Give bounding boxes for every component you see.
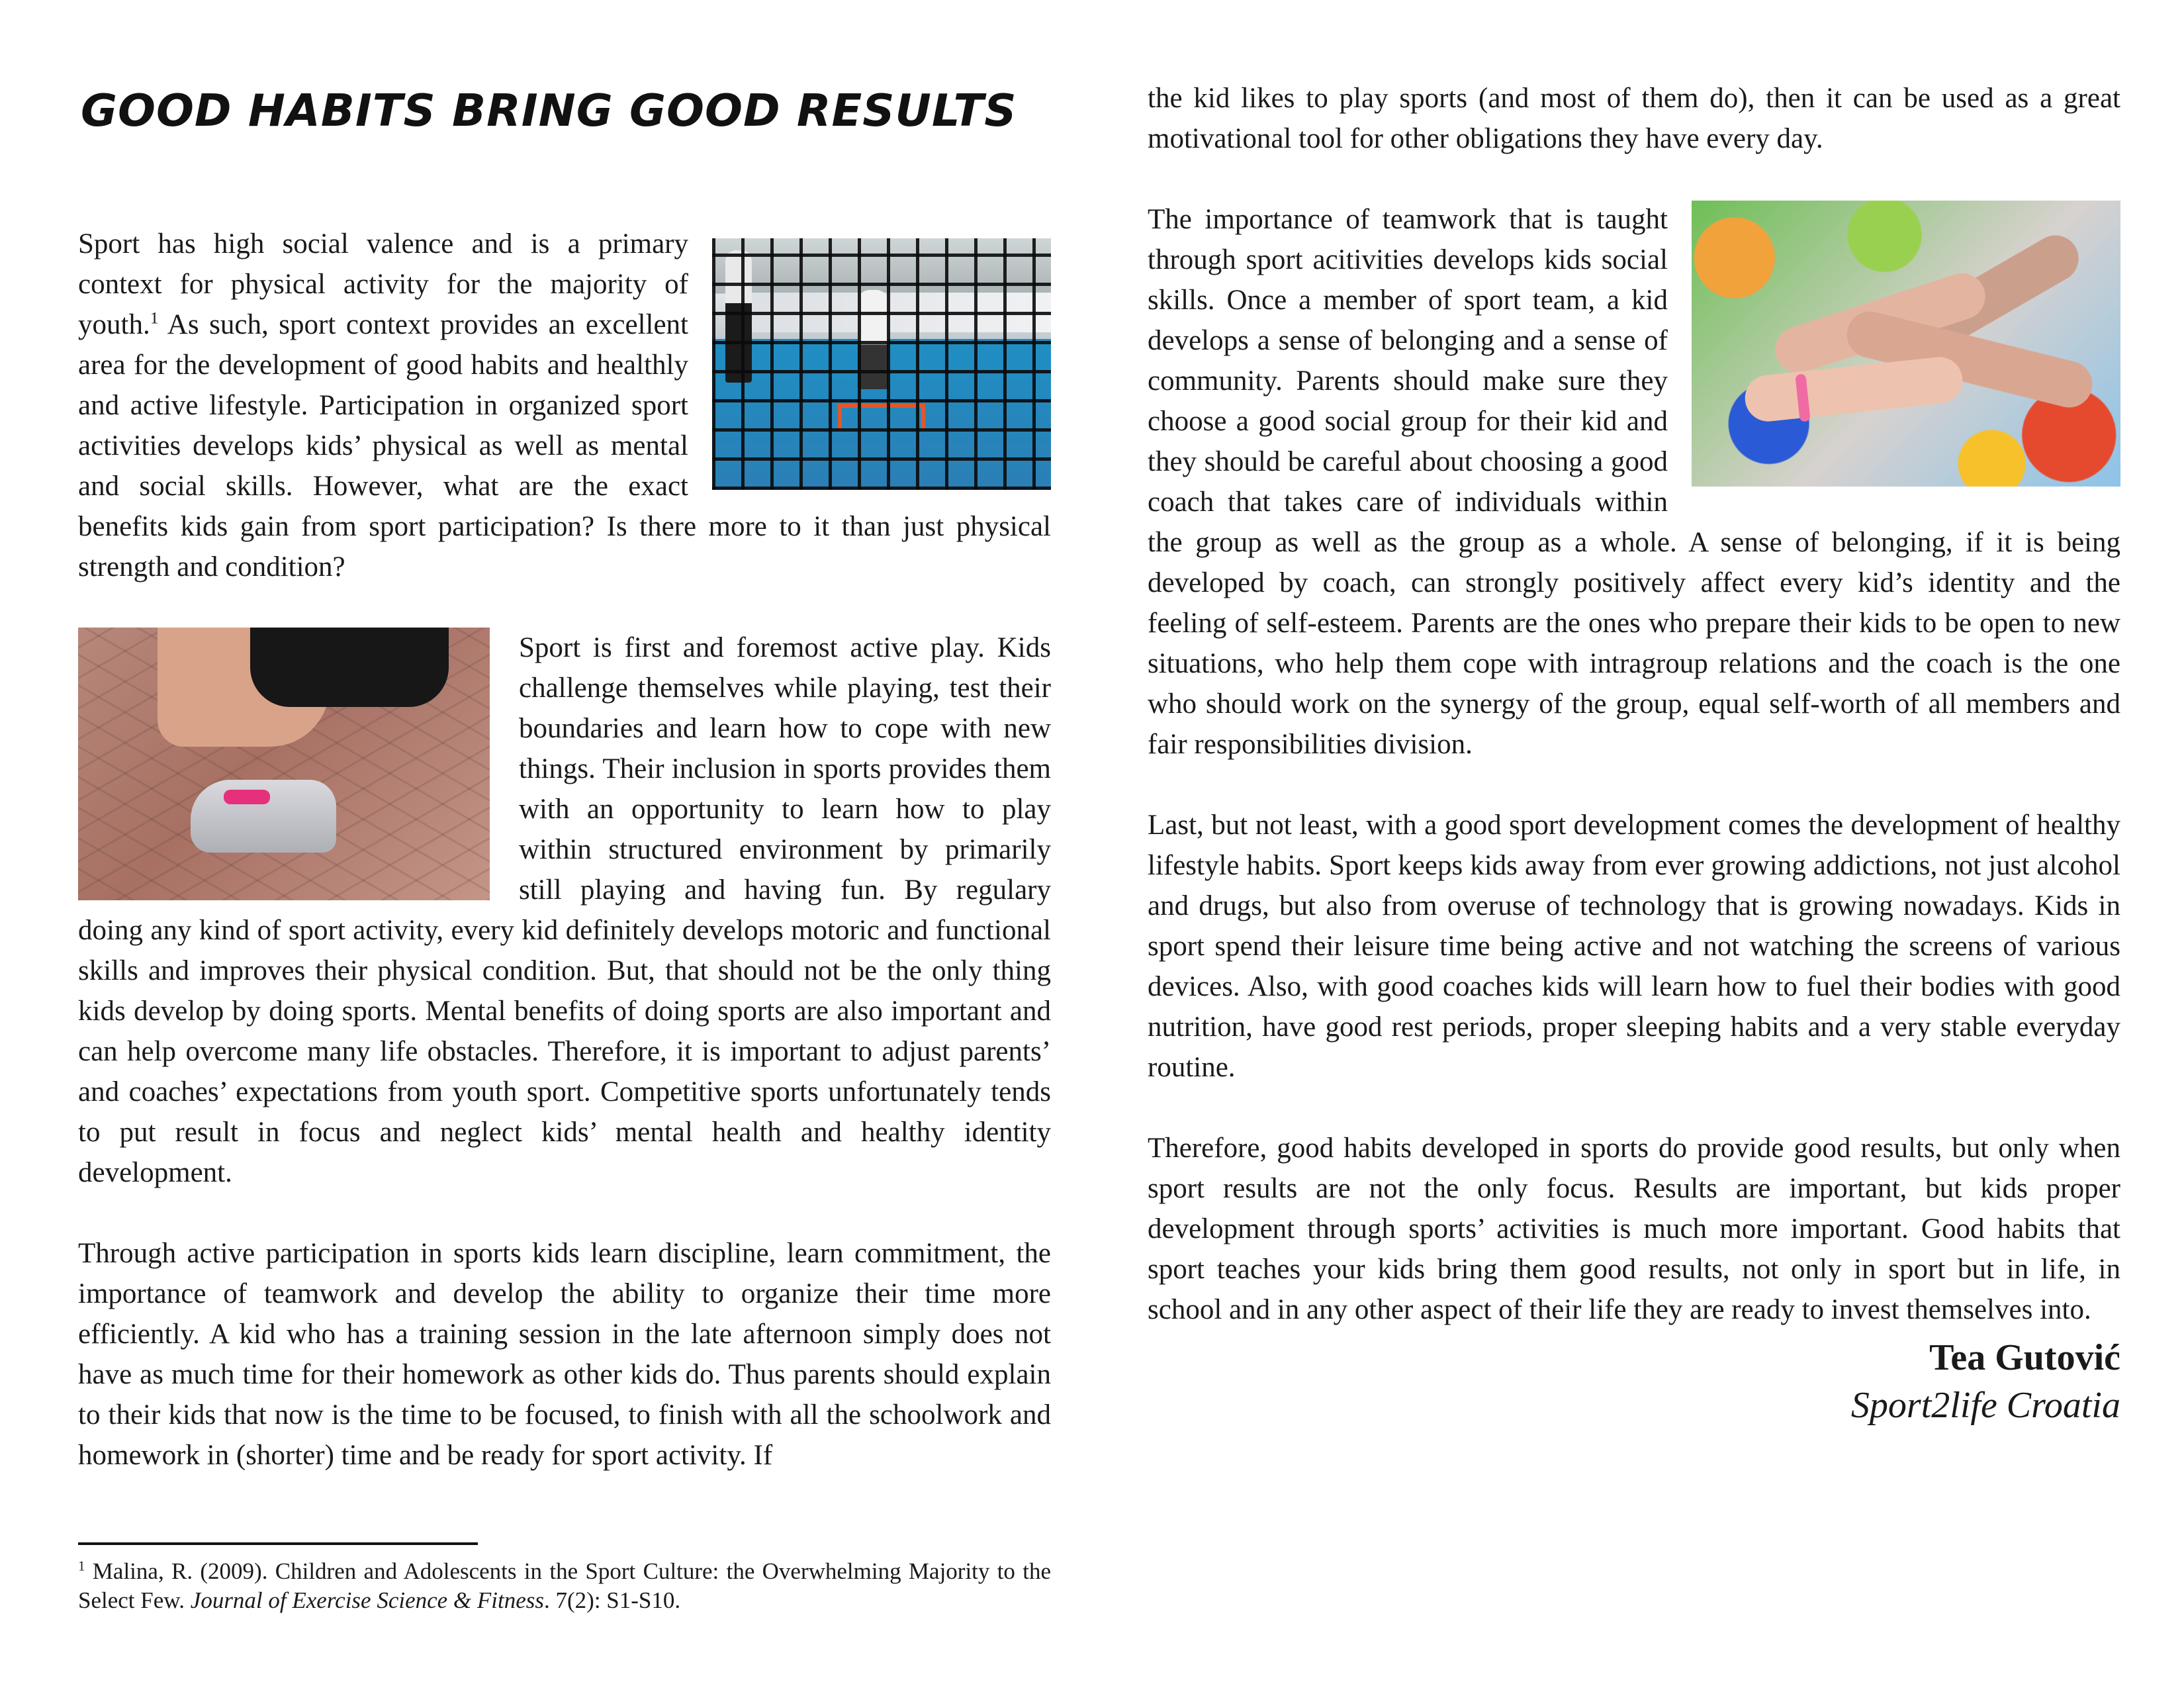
right-column	[1148, 78, 2120, 1429]
paragraph-active-play: Sport is first and foremost active play. Kids challenge themselves while playing, test their boundaries and learn how to cope with new things. Their inclusion in sports provides them with an opportunity to learn how to play within structured environment by primarily still playing and having fun. By regulary doing any kind of sport activity, every kid definitely develops motoric and functional skills and improves their physical condition. But, that should not be the only thing kids develop by doing sports. Mental benefits of doing sports are also important and can help overcome many life obstacles. Therefore, it is important to adjust parents’ and coaches’ expectations from youth sport. Competitive sports unfortunately tends to put result in focus and neglect kids’ mental health and healthy identity development.	[78, 632, 1051, 1188]
paragraph-discipline: Through active participation in sports kids learn discipline, learn commitment, the importance of teamwork and develop the ability to organize their time more efficiently. A kid who has a training session in the late afternoon simply does not have as much time for their homework as other kids do. Thus parents should explain to their kids that now is the time to be focused, to finish with all the schoolwork and homework in (shorter) time and be ready for sport activity. If	[78, 1238, 1051, 1471]
article-title: GOOD HABITS BRING GOOD RESULTS	[81, 85, 1017, 136]
footnote-citation: Malina, R. (2009). Children and Adolescents in the Sport Culture: the Overwhelming Majority to the Select Few.	[78, 1558, 1051, 1613]
footnote-ref: 1	[150, 308, 159, 328]
team-hands-photo	[1692, 201, 2120, 487]
author-name: Tea Gutović	[1929, 1337, 2120, 1378]
intro-text-a: Sport has high social valence and is a primary context for physical activity for the majority of youth.	[78, 228, 688, 340]
tennis-training-photo	[712, 238, 1051, 490]
left-column	[78, 224, 1051, 1476]
footnote-journal: Journal of Exercise Science & Fitness	[190, 1587, 545, 1613]
footnote-divider	[78, 1542, 478, 1545]
paragraph-teamwork: The importance of teamwork that is taught through sport acitivities develops kids social skills. Once a member of sport team, a kid develops a sense of belonging and a sense of community. Parents should make sure they choose a good social group for their kid and they should be careful about choosing a good coach that takes care of individuals within the group as well as the group as a whole. A sense of belonging, if it is being developed by coach, can strongly positively affect every kid’s identity and the feeling of self-esteem. Parents are the ones who prepare their kids to be open to new situations, who help them cope with intragroup relations and the coach is the one who should work on the synergy of the group, equal self-worth of all members and fair responsibilities division.	[1148, 204, 2120, 760]
net-overlay	[712, 238, 1051, 490]
paragraph-conclusion: Therefore, good habits developed in sports do provide good results, but only when sport results are not the only focus. Results are important, but kids proper development through sports’ activities is much more important. Good habits that sport teaches your kids bring them good results, not only in sport but in life, in school and in any other aspect of their life they are ready to invest themselves into.	[1148, 1133, 2120, 1325]
hand-shape-4	[1743, 355, 1965, 424]
footnote-number: 1	[78, 1558, 85, 1574]
footnote	[78, 1557, 1051, 1615]
pink-lace	[224, 790, 270, 804]
paragraph-lifestyle: Last, but not least, with a good sport development comes the development of healthy lifestyle habits. Sport keeps kids away from ever growing addictions, not just alcohol and drugs, but also from overuse of technology that is growing nowadays. Kids in sport spend their leisure time being active and not watching the screens of various devices. Also, with good coaches kids will learn how to fuel their bodies with good nutrition, have good rest periods, proper sleeping habits and a very stable everyday routine.	[1148, 810, 2120, 1083]
shoe-tying-photo	[78, 628, 490, 900]
intro-text-b: As such, sport context provides an excellent area for the development of good habits and healthly and active lifestyle. Participation in organized sport activities develops kids’ physical as well as mental and social skills. However, what are the exact benefits kids gain from sport participation? Is there more to it than just physical strength and condition?	[78, 309, 1051, 583]
shorts-shape	[250, 628, 449, 707]
paragraph-motivation: the kid likes to play sports (and most of them do), then it can be used as a great motivational tool for other obligations they have every day.	[1148, 83, 2120, 154]
author-organization: Sport2life Croatia	[1850, 1385, 2120, 1426]
signature-block	[1148, 1334, 2120, 1429]
footnote-pages: . 7(2): S1-S10.	[544, 1587, 681, 1613]
